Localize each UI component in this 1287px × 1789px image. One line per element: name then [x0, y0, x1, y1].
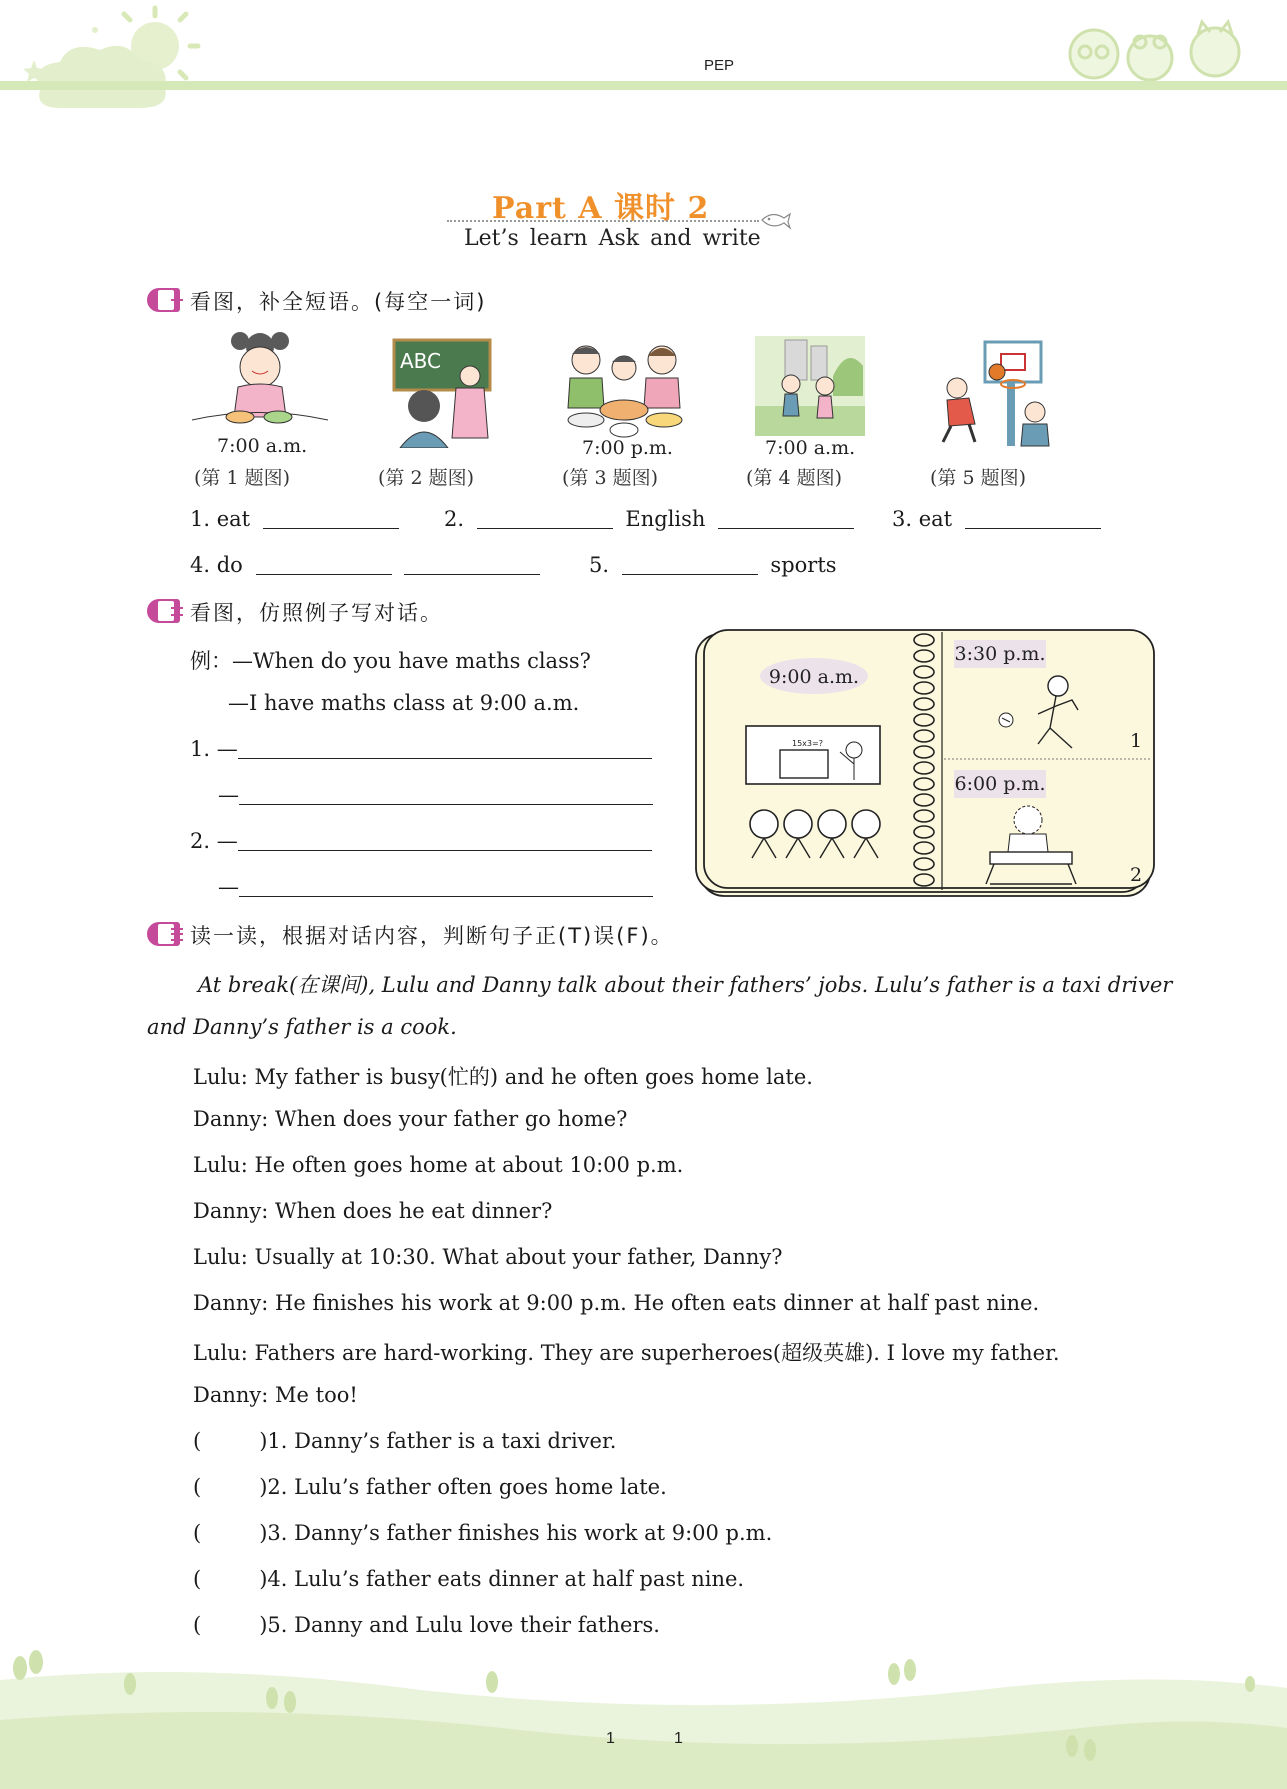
q3-blank[interactable]	[965, 528, 1101, 529]
notebook-bottom-number: 2	[1130, 864, 1143, 886]
picture-3-time: 7:00 p.m.	[582, 437, 673, 459]
picture-2	[390, 338, 496, 448]
dialogue-line-1: Lulu: My father is busy(忙的) and he often goes home late.	[193, 1065, 813, 1089]
notebook-illustration	[694, 628, 1156, 900]
q4-blank-1[interactable]	[256, 574, 392, 575]
answer-blank[interactable]	[238, 758, 652, 759]
dialogue-line-3: Lulu: He often goes home at about 10:00 p.m.	[193, 1153, 684, 1177]
header-band	[0, 81, 1287, 90]
section-1-heading: 看图，补全短语。(每空一词)	[190, 290, 487, 314]
dialogue-line-7: Lulu: Fathers are hard-working. They are superheroes(超级英雄). I love my father.	[193, 1341, 1060, 1365]
notebook-top-time: 3:30 p.m.	[954, 643, 1046, 665]
notebook-top-number: 1	[1130, 730, 1143, 752]
dialogue-line-2: Danny: When does your father go home?	[193, 1107, 628, 1131]
intro-line-1: At break(在课间), Lulu and Danny talk about their fathers’ jobs. Lulu’s father is a taxi driver	[198, 973, 1173, 997]
animal-faces-icon	[1070, 22, 1239, 80]
page-title: Part A 课时 2	[492, 191, 710, 226]
judgment-1: ( )1. Danny’s father is a taxi driver.	[193, 1429, 617, 1453]
answer-blank[interactable]	[239, 804, 653, 805]
picture-4-caption: (第 4 题图)	[746, 467, 842, 489]
intro-line-2: and Danny’s father is a cook.	[147, 1015, 457, 1039]
question-1-2	[444, 507, 854, 531]
judgment-5: ( )5. Danny and Lulu love their fathers.	[193, 1613, 660, 1637]
picture-1-caption: (第 1 题图)	[194, 467, 290, 489]
question-1-3	[892, 507, 1101, 531]
picture-1	[190, 325, 330, 443]
q4-blank-2[interactable]	[404, 574, 540, 575]
notebook-bottom-time: 6:00 p.m.	[954, 773, 1046, 795]
dialogue-2-question: 2. —	[190, 829, 652, 853]
dialogue-line-8: Danny: Me too!	[193, 1383, 358, 1407]
question-1-5	[589, 553, 837, 577]
notebook-left-time: 9:00 a.m.	[768, 666, 860, 688]
picture-3-caption: (第 3 题图)	[562, 467, 658, 489]
q4-label: 4. do	[190, 553, 243, 577]
picture-4-time: 7:00 a.m.	[765, 437, 856, 459]
fish-icon	[758, 210, 792, 230]
footer-landscape	[0, 1640, 1287, 1789]
page-number-right: 1	[674, 1730, 683, 1747]
question-1-4	[190, 553, 540, 577]
dialogue-1-answer: —	[218, 783, 653, 807]
answer-blank[interactable]	[238, 850, 652, 851]
section-2-heading: 看图，仿照例子写对话。	[190, 601, 443, 625]
header-label: PEP	[704, 57, 735, 74]
picture-2-caption: (第 2 题图)	[378, 467, 474, 489]
q1-label: 1. eat	[190, 507, 251, 531]
answer-blank[interactable]	[239, 896, 653, 897]
q2-blank-2[interactable]	[718, 528, 854, 529]
picture-1-time: 7:00 a.m.	[217, 435, 308, 457]
dialogue-2-answer: —	[218, 875, 653, 899]
header-decoration	[0, 0, 1287, 115]
q2-label: 2.	[444, 507, 465, 531]
q5-label: 5.	[589, 553, 610, 577]
example-question: 例：—When do you have maths class?	[190, 649, 591, 673]
section-1-badge	[147, 288, 180, 312]
picture-4	[755, 336, 865, 436]
judgment-3: ( )3. Danny’s father finishes his work at 9:00 p.m.	[193, 1521, 773, 1545]
section-3-heading: 读一读，根据对话内容，判断句子正(T)误(F)。	[190, 924, 674, 948]
q5-blank[interactable]	[622, 574, 758, 575]
section-3-badge	[147, 922, 180, 946]
board-text: ABC	[400, 349, 442, 373]
page-subtitle: Let’s learn Ask and write	[464, 226, 761, 251]
picture-3	[556, 338, 692, 440]
judgment-4: ( )4. Lulu’s father eats dinner at half past nine.	[193, 1567, 745, 1591]
dialogue-line-4: Danny: When does he eat dinner?	[193, 1199, 553, 1223]
question-1-1	[190, 507, 399, 531]
q5-word: sports	[770, 553, 837, 577]
dialogue-line-5: Lulu: Usually at 10:30. What about your father, Danny?	[193, 1245, 783, 1269]
q2-blank-1[interactable]	[477, 528, 613, 529]
board-equation: 15x3=?	[792, 739, 823, 748]
judgment-2: ( )2. Lulu’s father often goes home late.	[193, 1475, 667, 1499]
example-answer: —I have maths class at 9:00 a.m.	[228, 691, 580, 715]
q2-word: English	[625, 507, 706, 531]
dialogue-line-6: Danny: He finishes his work at 9:00 p.m. He often eats dinner at half past nine.	[193, 1291, 1040, 1315]
page-number-left: 1	[606, 1730, 615, 1747]
section-2-badge	[147, 599, 180, 623]
title-divider	[447, 220, 759, 222]
q1-blank[interactable]	[263, 528, 399, 529]
dialogue-1-question: 1. —	[190, 737, 652, 761]
picture-5-caption: (第 5 题图)	[930, 467, 1026, 489]
q3-label: 3. eat	[892, 507, 953, 531]
picture-5	[935, 338, 1061, 450]
